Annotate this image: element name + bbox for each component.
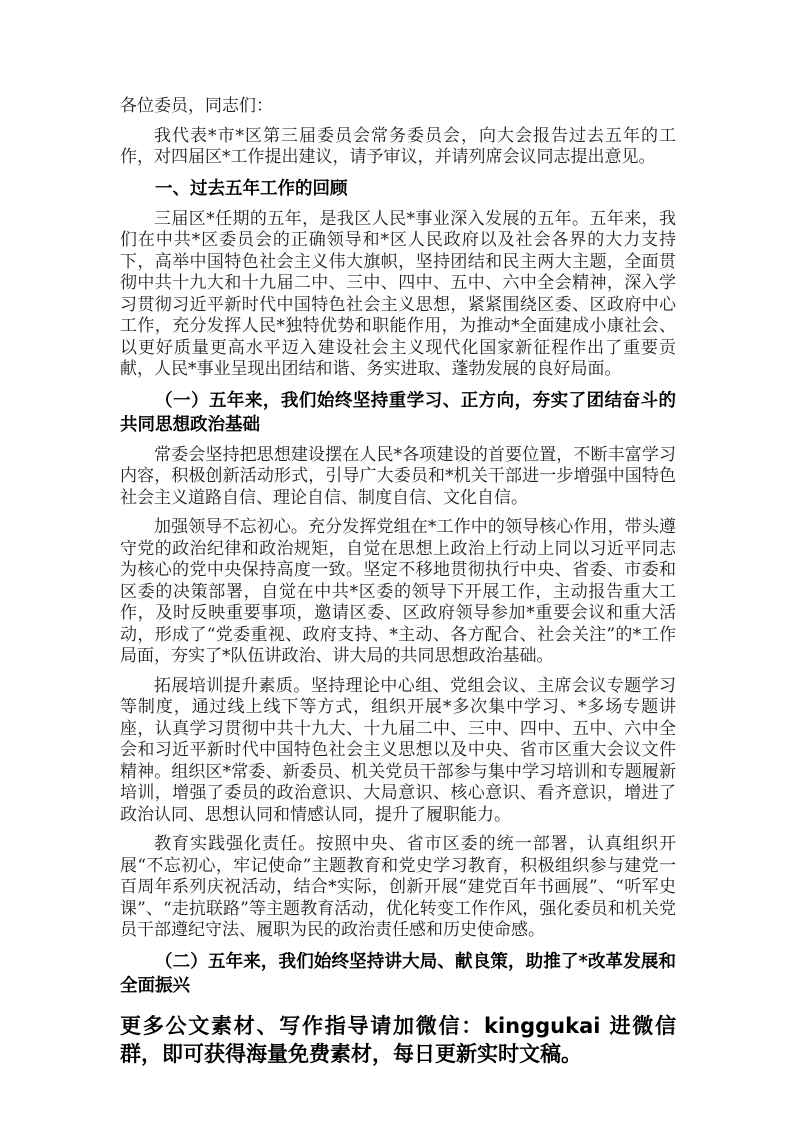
- subsection-2-heading: （二）五年来，我们始终坚持讲大局、献良策，助推了*改革发展和全面振兴: [120, 951, 676, 996]
- subsection-1-paragraph-1: 常委会坚持把思想建设摆在人民*各项建设的首要位置，不断丰富学习内容，积极创新活动形式，引导广大委员和*机关干部进一步增强中国特色社会主义道路自信、理论自信、制度自信、文化自信。: [120, 444, 676, 508]
- subsection-1-paragraph-4: 教育实践强化责任。按照中央、省市区委的统一部署，认真组织开展“不忘初心，牢记使命”主题教育和党史学习教育，积极组织参与建党一百周年系列庆祝活动，结合*实际，创新开展“建党百年书画展”、“听军史课”、“走抗联路”等主题教育活动，优化转变工作作风，强化委员和机关党员干部遵纪守法、履职为民的政治责任感和历史使命感。: [120, 834, 676, 940]
- section-1-overview-paragraph: 三届区*任期的五年，是我区人民*事业深入发展的五年。五年来，我们在中共*区委员会的正确领导和*区人民政府以及社会各界的大力支持下，高举中国特色社会主义伟大旗帜，坚持团结和民主两大主题，全面贯彻中共十九大和十九届二中、三中、四中、五中、六中全会精神，深入学习贯彻习近平新时代中国特色社会主义思想，紧紧围绕区委、区政府中心工作，充分发挥人民*独特优势和职能作用，为推动*全面建成小康社会、以更好质量更高水平迈入建设社会主义现代化国家新征程作出了重要贡献，人民*事业呈现出团结和谐、务实进取、蓬勃发展的良好局面。: [120, 208, 676, 379]
- promo-notice: 更多公文素材、写作指导请加微信：kinggukai 进微信群，即可获得海量免费素材，每日更新实时文稿。: [120, 1013, 676, 1066]
- subsection-1-paragraph-3: 拓展培训提升素质。坚持理论中心组、党组会议、主席会议专题学习等制度，通过线上线下等方式，组织开展*多次集中学习、*多场专题讲座，认真学习贯彻中共十九大、十九届二中、三中、四中、五中、六中全会和习近平新时代中国特色社会主义思想以及中央、省市区重大会议文件精神。组织区*常委、新委员、机关党员干部参与集中学习培训和专题履新培训，增强了委员的政治意识、大局意识、核心意识、看齐意识，增进了政治认同、思想认同和情感认同，提升了履职能力。: [120, 675, 676, 825]
- subsection-1-paragraph-2: 加强领导不忘初心。充分发挥党组在*工作中的领导核心作用，带头遵守党的政治纪律和政治规矩，自觉在思想上政治上行动上同以习近平同志为核心的党中央保持高度一致。坚定不移地贯彻执行中央、省委、市委和区委的决策部署，自觉在中共*区委的领导下开展工作，主动报告重大工作，及时反映重要事项，邀请区委、区政府领导参加*重要会议和重大活动，形成了“党委重视、政府支持、*主动、各方配合、社会关注”的*工作局面，夯实了*队伍讲政治、讲大局的共同思想政治基础。: [120, 517, 676, 666]
- intro-paragraph: 我代表*市*区第三届委员会常务委员会，向大会报告过去五年的工作，对四届区*工作提出建议，请予审议，并请列席会议同志提出意见。: [120, 125, 676, 167]
- section-1-heading: 一、过去五年工作的回顾: [155, 178, 348, 199]
- salutation-line: 各位委员，同志们：: [120, 96, 273, 116]
- subsection-1-heading: （一）五年来，我们始终坚持重学习、正方向，夯实了团结奋斗的共同思想政治基础: [120, 390, 676, 435]
